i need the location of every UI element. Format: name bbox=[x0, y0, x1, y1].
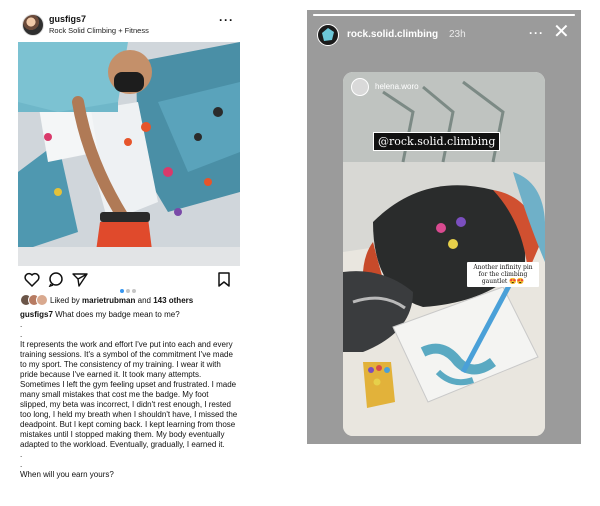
liked-prefix: Liked by bbox=[50, 296, 83, 305]
card-username: helena.woro bbox=[375, 82, 419, 91]
mention-sticker[interactable]: @rock.solid.climbing bbox=[373, 132, 500, 151]
post-header bbox=[18, 10, 240, 42]
caption-dot: . bbox=[20, 460, 23, 469]
story-timestamp: 23h bbox=[449, 29, 466, 40]
caption-dot: . bbox=[20, 450, 23, 459]
rock-logo-icon bbox=[318, 25, 338, 45]
liked-user-link[interactable]: marietrubman bbox=[82, 296, 136, 305]
post-photo[interactable] bbox=[18, 42, 240, 266]
feed-post bbox=[18, 10, 240, 500]
liker-avatars[interactable] bbox=[20, 294, 48, 306]
caption-closing: When will you earn yours? bbox=[20, 470, 114, 479]
carousel-dot bbox=[126, 289, 130, 293]
story-photo bbox=[343, 72, 545, 436]
pin-note-text: Another infinity pin for the climbing gauntlet 😍😍 bbox=[467, 262, 539, 287]
bookmark-icon[interactable] bbox=[218, 272, 230, 292]
caption-dot: . bbox=[20, 320, 23, 329]
more-icon[interactable]: ··· bbox=[529, 26, 544, 40]
caption-body: It represents the work and effort I've put into each and every training sessions. It's a symbol of the commitment I've made to my sport. The consistency of my training. I wear it with pride because I've earned it. It took many attempts. Sometimes I left the gym feeling upset and frustrated. I made many small mistakes that cost me the badge. My foot slipped, my beta was incorrect, I didn't rest enough, I rested too long, I held my breath when I shouldn't have, I missed the deadpoint. But I kept coming back. I kept learning from those mistakes until I stopped making them. My body eventually adapted to the workload. Eventually, gradually, I earned it. bbox=[20, 340, 238, 449]
liked-mid: and bbox=[135, 296, 154, 305]
likes-line bbox=[18, 294, 240, 308]
caption-first-line: What does my badge mean to me? bbox=[52, 310, 180, 319]
shared-story-card[interactable] bbox=[343, 72, 545, 436]
caption-username[interactable]: gusfigs7 bbox=[20, 310, 53, 319]
avatar[interactable] bbox=[22, 14, 44, 36]
close-icon[interactable]: ✕ bbox=[553, 21, 570, 43]
avatar[interactable] bbox=[317, 24, 339, 46]
story-progress-fill bbox=[313, 14, 575, 16]
story-viewer[interactable] bbox=[307, 10, 581, 444]
liked-count-link[interactable]: 143 others bbox=[153, 296, 194, 305]
post-actions bbox=[18, 272, 240, 292]
carousel-dot bbox=[132, 289, 136, 293]
story-username[interactable]: rock.solid.climbing bbox=[347, 29, 439, 40]
post-username[interactable]: gusfigs7 bbox=[49, 14, 87, 24]
climbing-photo bbox=[18, 42, 240, 266]
caption-dot: . bbox=[20, 330, 23, 339]
share-icon[interactable] bbox=[72, 272, 88, 292]
post-location[interactable]: Rock Solid Climbing + Fitness bbox=[49, 26, 149, 35]
post-caption bbox=[20, 310, 238, 480]
avatar bbox=[36, 294, 48, 306]
story-progress-bar bbox=[313, 14, 575, 16]
more-icon[interactable]: ··· bbox=[219, 13, 234, 27]
comment-icon[interactable] bbox=[48, 272, 64, 292]
heart-icon[interactable] bbox=[24, 272, 40, 292]
avatar bbox=[351, 78, 369, 96]
carousel-dot bbox=[120, 289, 124, 293]
